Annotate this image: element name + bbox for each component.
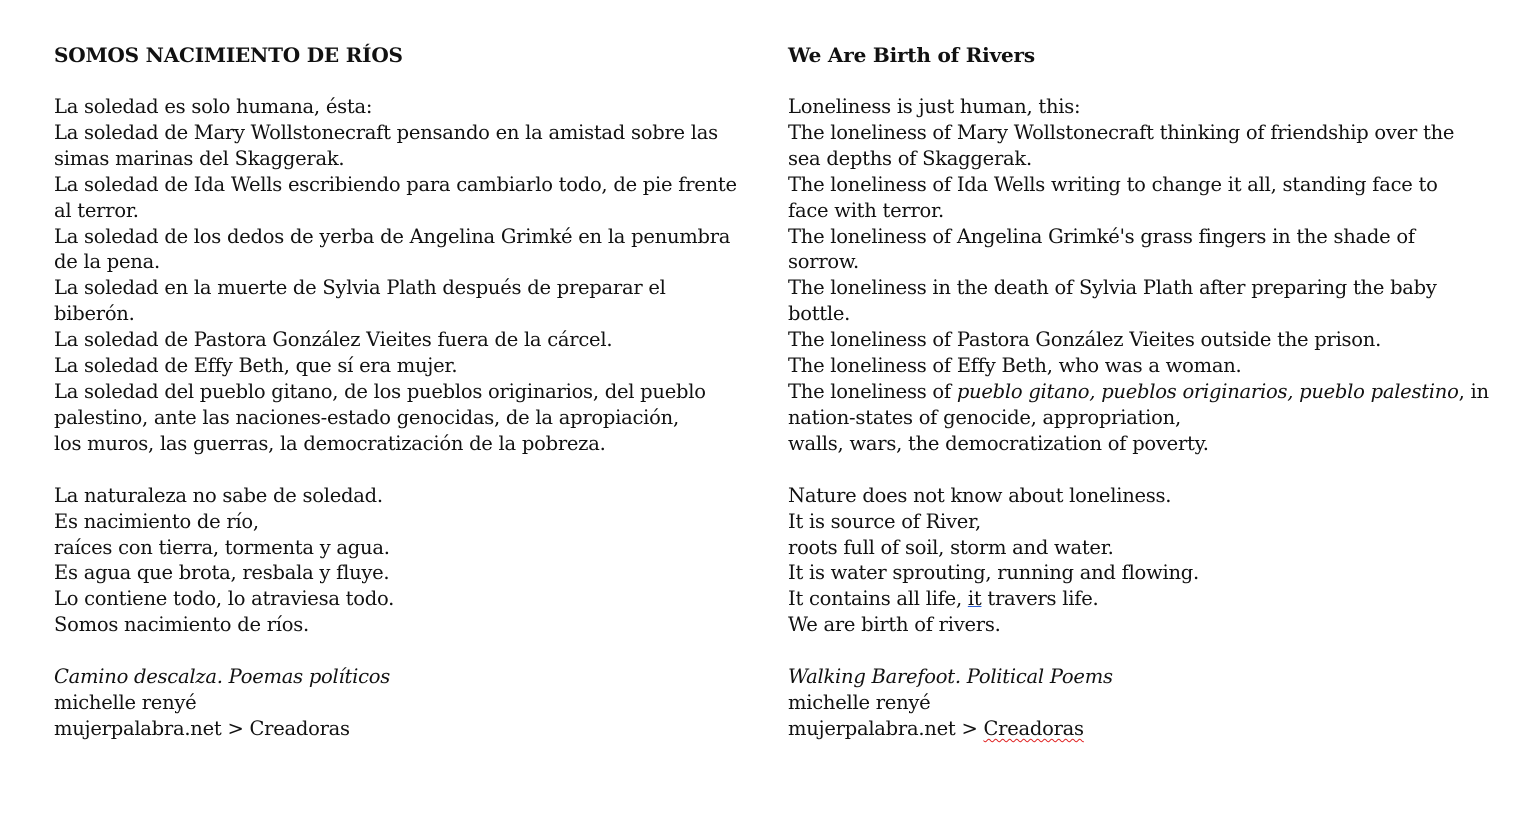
poem-line: Loneliness is just human, this: bbox=[788, 95, 1081, 118]
poem-line: The loneliness of Mary Wollstonecraft thinking of friendship over the bbox=[788, 120, 1455, 144]
poem-line: La soledad es solo humana, ésta: bbox=[54, 95, 373, 118]
author-name: michelle renyé bbox=[54, 691, 197, 715]
source-prefix: mujerpalabra.net > bbox=[788, 716, 984, 740]
poem-line: raíces con tierra, tormenta y agua. bbox=[54, 535, 390, 559]
poem-line: La soledad de los dedos de yerba de Angelina Grimké en la penumbra bbox=[54, 224, 731, 248]
spelling-flagged-word[interactable]: Creadoras bbox=[983, 716, 1084, 740]
poem-line: walls, wars, the democratization of poverty. bbox=[788, 431, 1209, 455]
author-name: michelle renyé bbox=[788, 691, 931, 715]
poem-line: La soledad de Effy Beth, que sí era mujer. bbox=[54, 354, 458, 378]
book-title: Camino descalza. Poemas políticos bbox=[54, 665, 390, 689]
poem-line: Lo contiene todo, lo atraviesa todo. bbox=[54, 587, 395, 611]
poem-line: palestino, ante las naciones-estado genocidas, de la apropiación, bbox=[54, 405, 679, 429]
english-poem-column bbox=[788, 42, 1508, 742]
poem-line: bottle. bbox=[788, 302, 851, 326]
poem-line: Es nacimiento de río, bbox=[54, 509, 259, 533]
line-suffix: , in bbox=[1458, 379, 1489, 403]
poem-line-mixed bbox=[788, 379, 1508, 405]
book-title: Walking Barefoot. Political Poems bbox=[788, 665, 1113, 689]
spanish-stanza-1 bbox=[54, 94, 754, 457]
poem-line: It is source of River, bbox=[788, 509, 981, 533]
poem-line: sea depths of Skaggerak. bbox=[788, 146, 1032, 170]
poem-line: The loneliness of Effy Beth, who was a woman. bbox=[788, 354, 1242, 378]
poem-line: La soledad de Ida Wells escribiendo para cambiarlo todo, de pie frente bbox=[54, 172, 737, 196]
source-reference: mujerpalabra.net > Creadoras bbox=[54, 716, 350, 740]
poem-line: We are birth of rivers. bbox=[788, 613, 1001, 637]
line-prefix: The loneliness of bbox=[788, 379, 957, 403]
poem-line: Somos nacimiento de ríos. bbox=[54, 613, 309, 637]
poem-line: los muros, las guerras, la democratización de la pobreza. bbox=[54, 431, 606, 455]
english-stanza-1 bbox=[788, 94, 1508, 457]
poem-line: La naturaleza no sabe de soledad. bbox=[54, 483, 383, 507]
poem-line-mixed bbox=[788, 586, 1508, 612]
poem-line: simas marinas del Skaggerak. bbox=[54, 146, 345, 170]
poem-line: sorrow. bbox=[788, 250, 859, 274]
poem-line: It is water sprouting, running and flowing. bbox=[788, 561, 1199, 585]
poem-line: The loneliness of Angelina Grimké's grass fingers in the shade of bbox=[788, 224, 1415, 248]
poem-line: La soledad en la muerte de Sylvia Plath después de preparar el bbox=[54, 276, 666, 300]
source-reference bbox=[788, 716, 1508, 742]
poem-line: La soledad del pueblo gitano, de los pueblos originarios, del pueblo bbox=[54, 379, 706, 403]
english-poem-title: We Are Birth of Rivers bbox=[788, 43, 1035, 67]
poem-line: de la pena. bbox=[54, 250, 160, 274]
poem-line: The loneliness in the death of Sylvia Plath after preparing the baby bbox=[788, 276, 1437, 300]
italic-phrase: pueblo gitano, pueblos originarios, pueblo palestino bbox=[956, 379, 1459, 403]
grammar-flagged-word[interactable]: it bbox=[967, 587, 982, 611]
poem-line: The loneliness of Ida Wells writing to change it all, standing face to bbox=[788, 172, 1438, 196]
spanish-stanza-2 bbox=[54, 483, 754, 638]
poem-line: nation-states of genocide, appropriation, bbox=[788, 405, 1181, 429]
poem-line: The loneliness of Pastora González Vieites outside the prison. bbox=[788, 328, 1382, 352]
line-suffix: travers life. bbox=[981, 587, 1099, 611]
poem-line: roots full of soil, storm and water. bbox=[788, 535, 1114, 559]
spanish-poem-title: SOMOS NACIMIENTO DE RÍOS bbox=[54, 43, 403, 67]
poem-line: La soledad de Mary Wollstonecraft pensando en la amistad sobre las bbox=[54, 120, 718, 144]
english-credits bbox=[788, 664, 1508, 742]
poem-line: face with terror. bbox=[788, 198, 944, 222]
poem-line: Nature does not know about loneliness. bbox=[788, 483, 1172, 507]
spanish-poem-column bbox=[54, 42, 754, 742]
spanish-credits bbox=[54, 664, 754, 742]
line-prefix: It contains all life, bbox=[788, 587, 968, 611]
english-stanza-2 bbox=[788, 483, 1508, 638]
poem-line: Es agua que brota, resbala y fluye. bbox=[54, 561, 390, 585]
poem-line: La soledad de Pastora González Vieites fuera de la cárcel. bbox=[54, 328, 613, 352]
poem-line: al terror. bbox=[54, 198, 139, 222]
poem-line: biberón. bbox=[54, 302, 135, 326]
